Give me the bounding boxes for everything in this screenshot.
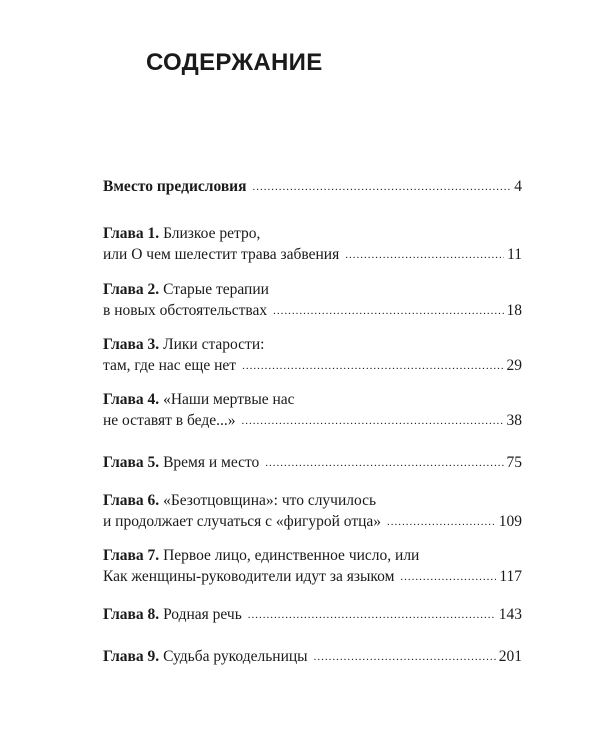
toc-entry-title: Время и место [163, 454, 260, 471]
toc-line [103, 410, 522, 433]
toc-line [103, 334, 522, 355]
toc-entry-label: Глава 3. [103, 336, 160, 353]
toc-line [103, 244, 522, 267]
dot-leader [314, 647, 496, 668]
toc-entry-title: Лики старости: [163, 336, 265, 353]
toc-entry-title: «Наши мертвые нас [163, 391, 295, 408]
toc-entry-label: Глава 4. [103, 391, 160, 408]
toc-line [103, 566, 522, 589]
toc-line [103, 646, 522, 669]
toc-line [103, 511, 522, 534]
toc-page-number: 38 [506, 412, 522, 429]
page-title: СОДЕРЖАНИЕ [146, 49, 323, 76]
toc-line [103, 604, 522, 627]
dot-leader [242, 411, 504, 432]
toc-entry-title: Близкое ретро, [163, 225, 261, 242]
toc-entry-title: или О чем шелестит трава забвения [103, 246, 340, 263]
dot-leader [253, 177, 512, 198]
toc-entry[interactable] [103, 176, 522, 199]
toc-line [103, 176, 522, 199]
toc-entry-label: Глава 9. [103, 648, 160, 665]
toc-entry-title: Первое лицо, единственное число, или [163, 547, 420, 564]
toc-line [103, 223, 522, 244]
toc-line [103, 545, 522, 566]
toc-entry-title: «Безотцовщина»: что случилось [163, 492, 377, 509]
toc-entry-title: не оставят в беде...» [103, 412, 236, 429]
toc-page-number: 4 [514, 178, 522, 195]
toc-entry-label: Глава 6. [103, 492, 160, 509]
toc-page-number: 18 [506, 302, 522, 319]
toc-entry[interactable] [103, 389, 522, 433]
toc-line [103, 389, 522, 410]
toc-entry-label: Глава 1. [103, 225, 160, 242]
toc-page-number: 11 [507, 246, 522, 263]
toc-entry-label: Вместо предисловия [103, 178, 247, 195]
toc-entry-title: в новых обстоятельствах [103, 302, 268, 319]
dot-leader [265, 453, 503, 474]
toc-entry-title: и продолжает случаться с «фигурой отца» [103, 513, 382, 530]
toc-page-number: 117 [499, 568, 522, 585]
toc-entry-label: Глава 7. [103, 547, 160, 564]
toc-entry-title: Родная речь [163, 606, 242, 623]
toc-entry[interactable] [103, 223, 522, 267]
dot-leader [242, 356, 503, 377]
toc-entry[interactable] [103, 452, 522, 475]
toc-page-number: 75 [506, 454, 522, 471]
toc-page-number: 201 [498, 648, 522, 665]
toc-line [103, 452, 522, 475]
toc-entry[interactable] [103, 279, 522, 323]
toc-line [103, 279, 522, 300]
dot-leader [248, 605, 496, 626]
toc-entry-title: Как женщины-руководители идут за языком [103, 568, 395, 585]
toc-entry[interactable] [103, 490, 522, 534]
toc-entry[interactable] [103, 646, 522, 669]
toc-page-number: 143 [498, 606, 522, 623]
toc-entry[interactable] [103, 604, 522, 627]
toc-entry-label: Глава 5. [103, 454, 160, 471]
toc-entry[interactable] [103, 545, 522, 589]
toc-entry-title: Судьба рукодельницы [163, 648, 308, 665]
dot-leader [400, 567, 496, 588]
dot-leader [345, 245, 504, 266]
toc-line [103, 300, 522, 323]
toc-line [103, 490, 522, 511]
toc-entry-title: там, где нас еще нет [103, 357, 237, 374]
toc-entry-title: Старые терапии [163, 281, 269, 298]
dot-leader [387, 512, 496, 533]
toc-entry-label: Глава 2. [103, 281, 160, 298]
toc-line [103, 355, 522, 378]
toc-entry-label: Глава 8. [103, 606, 160, 623]
toc-entry[interactable] [103, 334, 522, 378]
dot-leader [273, 301, 503, 322]
toc-page-number: 109 [498, 513, 522, 530]
toc-page-number: 29 [506, 357, 522, 374]
